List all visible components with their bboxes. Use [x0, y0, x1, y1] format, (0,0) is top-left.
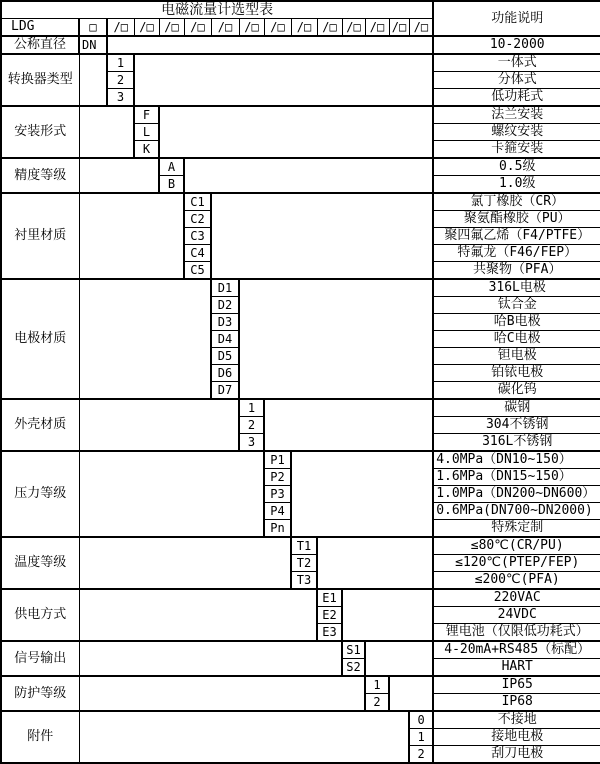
desc-cell: 氯丁橡胶（CR）	[433, 193, 600, 211]
code-cell: D6	[211, 365, 239, 382]
desc-cell: ≤80℃(CR/PU)	[433, 537, 600, 555]
desc-cell: 不接地	[433, 711, 600, 729]
category-label-electrode: 电极材质	[1, 279, 79, 399]
category-label-pressure: 压力等级	[1, 451, 79, 537]
desc-cell: 碳钢	[433, 399, 600, 417]
desc-cell: 螺纹安装	[433, 124, 600, 141]
empty-cell	[79, 589, 317, 641]
desc-cell: 法兰安装	[433, 106, 600, 124]
code-cell: 1	[239, 399, 264, 417]
code-cell: P1	[264, 451, 291, 469]
code-cell: 3	[107, 89, 134, 107]
empty-cell	[134, 54, 433, 106]
category-label-housing: 外壳材质	[1, 399, 79, 451]
empty-cell	[107, 36, 433, 54]
category-label-liner: 衬里材质	[1, 193, 79, 279]
code-cell: L	[134, 124, 159, 141]
empty-cell	[79, 641, 342, 676]
code-cell: D7	[211, 382, 239, 400]
model-slot: /□	[159, 19, 184, 37]
code-cell: 2	[239, 417, 264, 434]
code-cell: S1	[342, 641, 365, 659]
code-cell: T3	[291, 572, 317, 590]
code-cell: C4	[184, 245, 211, 262]
desc-cell: 1.0级	[433, 176, 600, 194]
code-cell: Pn	[264, 520, 291, 538]
code-cell: D2	[211, 297, 239, 314]
code-cell: 1	[365, 676, 389, 694]
code-cell: P2	[264, 469, 291, 486]
model-slot: /□	[134, 19, 159, 37]
model-slot: /□	[184, 19, 211, 37]
model-slot: /□	[211, 19, 239, 37]
empty-cell	[79, 537, 291, 589]
desc-cell: 0.6MPa(DN700~DN2000)	[433, 503, 600, 520]
desc-cell: 哈B电极	[433, 314, 600, 331]
code-cell: 2	[365, 694, 389, 712]
model-slot: /□	[409, 19, 433, 37]
code-cell: P4	[264, 503, 291, 520]
code-cell: E3	[317, 624, 342, 642]
model-slot: /□	[389, 19, 409, 37]
table-title: 电磁流量计选型表	[1, 1, 433, 19]
empty-cell	[239, 279, 433, 399]
code-cell: D5	[211, 348, 239, 365]
category-label-temperature: 温度等级	[1, 537, 79, 589]
empty-cell	[79, 451, 264, 537]
desc-cell: 碳化钨	[433, 382, 600, 400]
code-cell: P3	[264, 486, 291, 503]
code-cell: DN	[79, 36, 107, 54]
function-column-header: 功能说明	[433, 1, 600, 36]
desc-cell: 钛合金	[433, 297, 600, 314]
code-cell: F	[134, 106, 159, 124]
desc-cell: 24VDC	[433, 607, 600, 624]
desc-cell: 一体式	[433, 54, 600, 72]
code-cell: 1	[409, 729, 433, 746]
model-slot: /□	[317, 19, 342, 37]
code-cell: C2	[184, 211, 211, 228]
desc-cell: 铂铱电极	[433, 365, 600, 382]
category-label-converter-type: 转换器类型	[1, 54, 79, 106]
empty-cell	[389, 676, 433, 711]
model-slot: /□	[239, 19, 264, 37]
category-label-signal-output: 信号输出	[1, 641, 79, 676]
code-cell: S2	[342, 659, 365, 677]
desc-cell: 刮刀电极	[433, 746, 600, 764]
empty-cell	[342, 589, 433, 641]
desc-cell: IP65	[433, 676, 600, 694]
empty-cell	[184, 158, 433, 193]
code-cell: 2	[409, 746, 433, 764]
code-cell: 1	[107, 54, 134, 72]
desc-cell: HART	[433, 659, 600, 677]
code-cell: D3	[211, 314, 239, 331]
desc-cell: 卡箍安装	[433, 141, 600, 159]
code-cell: K	[134, 141, 159, 159]
empty-cell	[291, 451, 433, 537]
empty-cell	[79, 279, 211, 399]
desc-cell: 接地电极	[433, 729, 600, 746]
desc-cell: 1.6MPa（DN15~150）	[433, 469, 600, 486]
empty-cell	[264, 399, 433, 451]
category-label-accuracy: 精度等级	[1, 158, 79, 193]
desc-cell: 220VAC	[433, 589, 600, 607]
desc-cell: 锂电池（仅限低功耗式）	[433, 624, 600, 642]
code-cell: T2	[291, 555, 317, 572]
code-cell: C1	[184, 193, 211, 211]
desc-cell: 316L不锈钢	[433, 434, 600, 452]
desc-cell: 1.0MPa（DN200~DN600）	[433, 486, 600, 503]
desc-cell: 304不锈钢	[433, 417, 600, 434]
empty-cell	[79, 106, 134, 158]
code-cell: D1	[211, 279, 239, 297]
model-prefix: LDG	[1, 19, 79, 37]
empty-cell	[79, 54, 107, 106]
code-cell: E1	[317, 589, 342, 607]
empty-cell	[211, 193, 433, 279]
desc-cell: 哈C电极	[433, 331, 600, 348]
category-label-nominal-diameter: 公称直径	[1, 36, 79, 54]
code-cell: D4	[211, 331, 239, 348]
category-label-power-supply: 供电方式	[1, 589, 79, 641]
model-box: □	[79, 19, 107, 37]
desc-cell: 钽电极	[433, 348, 600, 365]
desc-cell: 4-20mA+RS485（标配）	[433, 641, 600, 659]
category-label-protection: 防护等级	[1, 676, 79, 711]
empty-cell	[79, 711, 409, 763]
model-slot: /□	[264, 19, 291, 37]
model-slot: /□	[365, 19, 389, 37]
empty-cell	[365, 641, 433, 676]
code-cell: 0	[409, 711, 433, 729]
code-cell: E2	[317, 607, 342, 624]
desc-cell: ≤120℃(PTEP/FEP)	[433, 555, 600, 572]
desc-cell: 特氟龙（F46/FEP）	[433, 245, 600, 262]
model-slot: /□	[342, 19, 365, 37]
code-cell: A	[159, 158, 184, 176]
code-cell: C5	[184, 262, 211, 280]
empty-cell	[159, 106, 433, 158]
desc-cell: IP68	[433, 694, 600, 712]
desc-cell: 316L电极	[433, 279, 600, 297]
empty-cell	[79, 193, 184, 279]
code-cell: 2	[107, 72, 134, 89]
desc-cell: 低功耗式	[433, 89, 600, 107]
desc-cell: 分体式	[433, 72, 600, 89]
empty-cell	[79, 158, 159, 193]
category-label-accessories: 附件	[1, 711, 79, 763]
desc-cell: ≤200℃(PFA)	[433, 572, 600, 590]
desc-cell: 特殊定制	[433, 520, 600, 538]
desc-cell: 共聚物（PFA）	[433, 262, 600, 280]
model-slot: /□	[291, 19, 317, 37]
category-label-mounting: 安装形式	[1, 106, 79, 158]
empty-cell	[317, 537, 433, 589]
code-cell: B	[159, 176, 184, 194]
empty-cell	[79, 676, 365, 711]
empty-cell	[79, 399, 239, 451]
code-cell: T1	[291, 537, 317, 555]
desc-cell: 10-2000	[433, 36, 600, 54]
code-cell: 3	[239, 434, 264, 452]
desc-cell: 聚四氟乙烯（F4/PTFE）	[433, 228, 600, 245]
desc-cell: 0.5级	[433, 158, 600, 176]
model-slot: /□	[107, 19, 134, 37]
desc-cell: 聚氨酯橡胶（PU）	[433, 211, 600, 228]
code-cell: C3	[184, 228, 211, 245]
desc-cell: 4.0MPa（DN10~150）	[433, 451, 600, 469]
